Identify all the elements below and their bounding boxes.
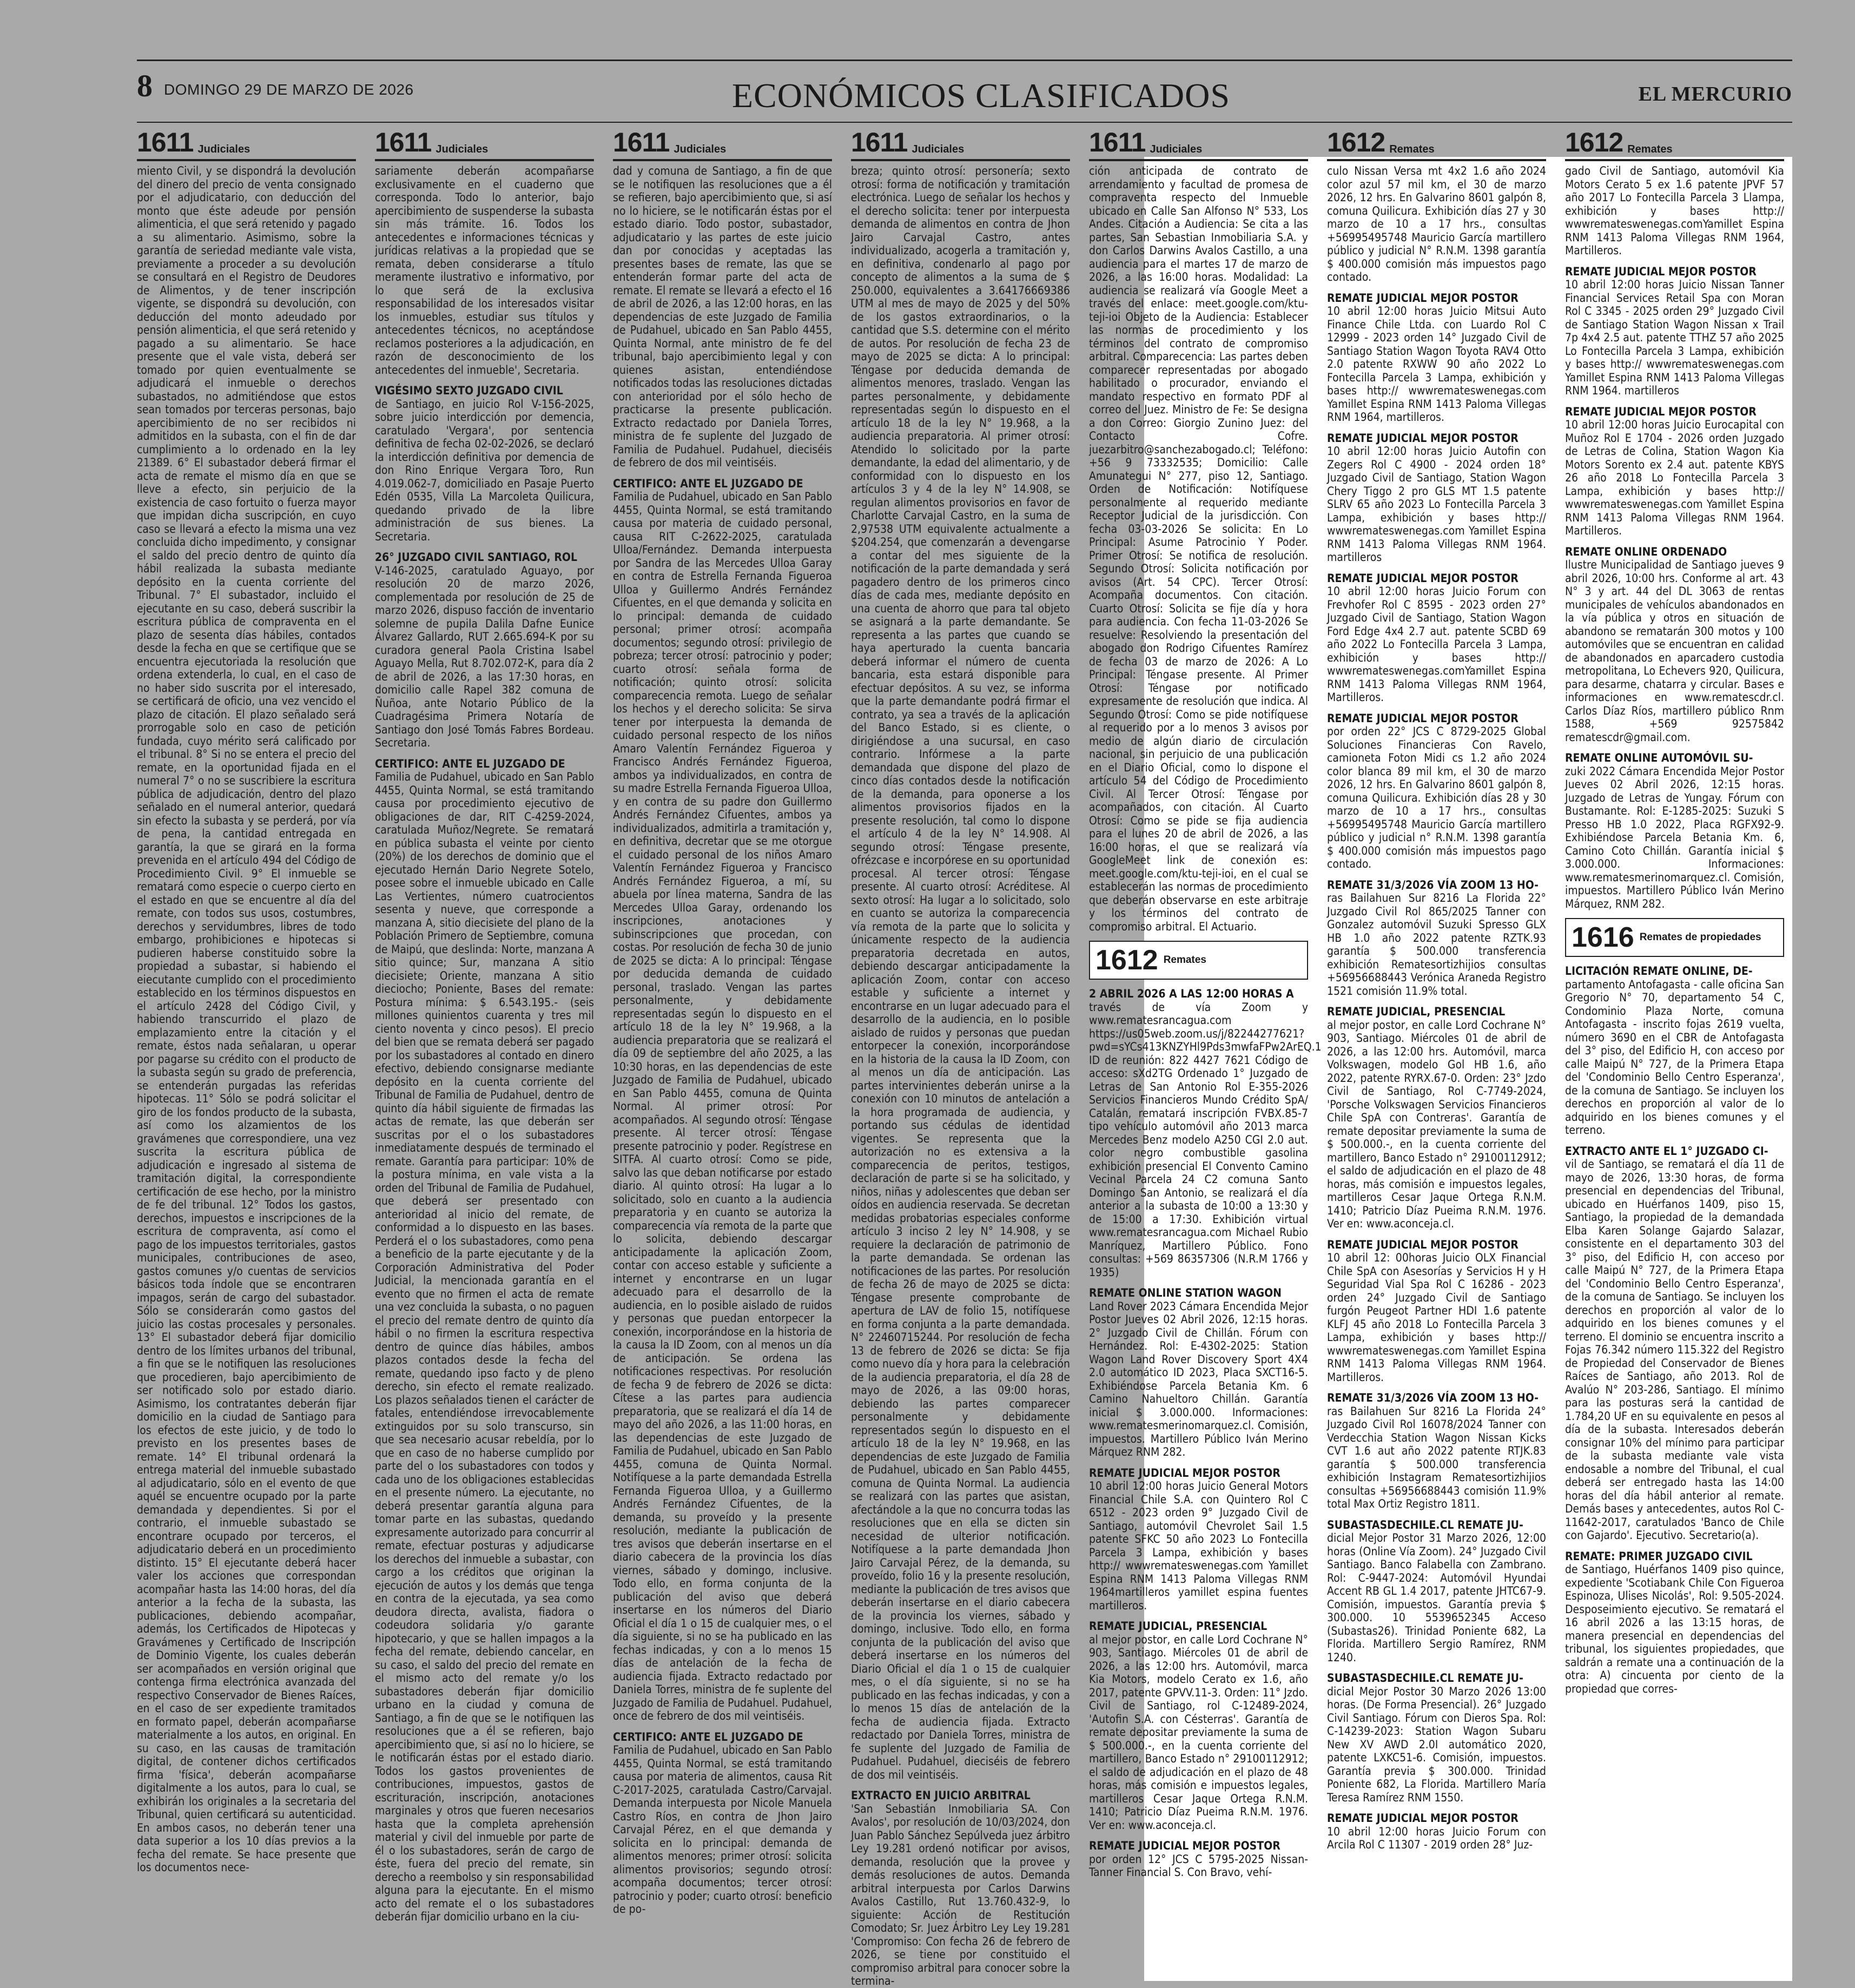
classified-ad bbox=[1327, 1812, 1546, 1852]
classified-ad bbox=[1089, 1286, 1308, 1459]
ad-text: por orden 22° JCS C 8729-2025 Global Soluciones Financieras Con Ravelo, camioneta Foton Midi cs 1.2 año 2024 color blanca 89 mil km, el 30 de marzo 2026, 12 hrs. En Galvarino 8601 galpón 8, comuna Quilicura. Exhibición días 28 y 30 marzo de 10 a 17 hrs., consultas +56995495748 Mauricio García martillero público y judicial n° R.N.M. 1398 garantía $ 400.000 comisión más impuestos pago contado. bbox=[1327, 725, 1546, 870]
ad-title: REMATE JUDICIAL MEJOR POSTOR bbox=[1327, 291, 1519, 305]
ad-title: REMATE JUDICIAL MEJOR POSTOR bbox=[1327, 711, 1519, 725]
ad-text: Familia de Pudahuel, ubicado en San Pablo 4455, Quinta Normal, se está tramitando causa por procedimiento ejecutivo de obligaciones de dar, RIT C-4259-2024, caratulada Muñoz/Negrete. Se rematará en pública subasta el veinte por ciento (20%) de los derechos de dominio que el ejecutado Hernán Dario Negrete Sotelo, posee sobre el inmueble ubicado en Calle Las Vertientes, número cuatrocientos sesenta y nueve, que corresponde a manzana A, sitio diecisiete del plano de la Población Primero de Septiembre, comuna de Maipú, que deslinda: Norte, manzana A sitio quince; Sur, manzana A sitio diecisiete; Oriente, manzana A sitio dieciocho; Poniente, Bases del remate: Postura mínima: $ 6.543.195.- (seis millones quinientos cuarenta y tres mil ciento noventa y cinco pesos). El precio del bien que se remata deberá ser pagado por los subastadores al contado en dinero efectivo, debiendo consignarse mediante depósito en la cuenta corriente del Tribunal de Familia de Pudahuel, dentro de quinto día hábil siguiente de firmadas las actas de remate, las que deberán ser suscritas por el o los subastadores inmediatamente después de terminado el remate. Garantía para participar: 10% de la postura mínima, en vale vista a la orden del Tribunal de Familia de Pudahuel, que deberá ser presentado con anterioridad al inicio del remate, de conformidad a lo dispuesto en las bases. Perderá el o los subastadores, como pena a beneficio de la parte ejecutante y de la Corporación Administrativa del Poder Judicial, la mencionada garantía en el evento que no firmen el acta de remate una vez concluida la subasta, o no paguen el precio del remate dentro de quinto día hábil o no firmen la escritura respectiva dentro de quince días hábiles, ambos plazos contados desde la fecha del remate, quedando ipso facto y de pleno derecho, sin efecto el remate realizado. Los plazos señalados tienen el carácter de fatales, entendiéndose irrevocablemente extinguidos por su solo transcurso, sin que sea necesario acusar rebeldía, por lo que en caso de no haberse cumplido por parte del o los subastadores con todos y cada uno de los obligaciones establecidas en el presente número. La ejecutante, no deberá presentar garantía alguna para tomar parte en las subastas, quedando expresamente autorizado para concurrir al remate, efectuar posturas y adjudicarse los derechos del inmueble a subastar, con cargo a los créditos que originan la ejecución de autos y los demás que tenga en contra de la ejecutada, ya sea como deudora directa, avalista, fiadora o codeudora solidaria y/o garante hipotecario, y que se hallen impagos a la fecha del remate, debiendo cancelar, en su caso, el saldo del precio del remate en el mismo acto del remate y/o los subastadores deberán fijar domicilio urbano en la ciudad y comuna de Santiago, a fin de que se le notifiquen las resoluciones que a él se refieren, bajo apercibimiento que, si así no lo hiciere, se le notificarán éstas por el estado diario. Todos los gastos provenientes de contribuciones, impuestos, gastos de escrituración, inscripción, anotaciones marginales y otros que fueren necesarios hasta que la completa aprehensión material y civil del inmueble por parte de él o los subastadores, serán de cargo de éste, fuera del precio del remate, sin derecho a reembolso y sin responsabilidad alguna para la ejecutante. En el mismo acto del remate el o los subastadores deberán fijar domicilio urbano en la ciu- bbox=[375, 770, 594, 1923]
ad-text: dad y comuna de Santiago, a fin de que se le notifiquen las resoluciones que a él se refieren, bajo apercibimiento que, si así no lo hiciere, se le notificarán éstas por el estado diario. Todo postor, subastador, adjudicatario y las partes de este juicio dan por conocidas y aceptadas las presentes bases de remate, las que se entenderán formar parte del acta de remate. El remate se llevará a efecto el 16 de abril de 2026, a las 12:00 horas, en las dependencias de este Juzgado de Familia de Pudahuel, ubicado en San Pablo 4455, Quinta Normal, ante ministro de fe del tribunal, bajo apercibimiento legal y con quienes asistan, entendiéndose notificados todas las resoluciones dictadas con anterioridad por el sólo hecho de practicarse la presente publicación. Extracto redactado por Daniela Torres, ministra de fe suplente del Juzgado de Familia de Pudahuel. Pudahuel, dieciséis de febrero de dos mil veintiséis. bbox=[613, 164, 832, 469]
classified-ad bbox=[1565, 164, 1784, 257]
ad-title: EXTRACTO EN JUICIO ARBITRAL bbox=[851, 1789, 1031, 1802]
category-code: 1611 bbox=[613, 127, 670, 157]
section-name: Remates bbox=[1163, 954, 1206, 966]
classified-ad bbox=[1565, 405, 1784, 538]
category-name: Judiciales bbox=[912, 143, 965, 155]
column-body bbox=[1565, 164, 1784, 1695]
ad-text: zuki 2022 Cámara Encendida Mejor Postor Jueves 02 Abril 2026, 12:15 horas. Juzgado de Letras de Yungay. Fórum con Bustamante. Rol: E-1285-2025: Suzuki S Presso HB 1.0 2022, Placa RGFX92-9. Exhibiéndose Parcela Betania Km. 6, Camino Coto Chillán. Garantía inicial $ 3.000.000. Informaciones: www.rematesmerinomarquez.cl. Comisión, impuestos. Martillero Público Iván Merino Márquez, RNM 282. bbox=[1565, 764, 1784, 910]
category-code: 1612 bbox=[1327, 127, 1385, 157]
section-title: ECONÓMICOS CLASIFICADOS bbox=[732, 76, 1230, 115]
classified-ad bbox=[1327, 1391, 1546, 1511]
ad-title: REMATE JUDICIAL, PRESENCIAL bbox=[1089, 1620, 1268, 1633]
classified-ad bbox=[1327, 164, 1546, 284]
ad-text: 10 abril 12:00 horas Juicio Forum con Frevhofer Rol C 8595 - 2023 orden 27° Juzgado Civil de Santiago, Station Wagon Ford Edge 4x4 2.7 aut. patente SCBD 69 año 2022 Lo Fontecilla Parcela 3 Lampa, exhibición y bases http:// wwwremateswenegas.comYamillet Espina RNM 1413 Paloma Villegas RNM 1964, Martilleros. bbox=[1327, 585, 1546, 704]
ad-title: VIGÉSIMO SEXTO JUZGADO CIVIL bbox=[375, 384, 563, 397]
ad-title: REMATE ONLINE STATION WAGON bbox=[1089, 1286, 1282, 1299]
ad-text: 10 abril 12:00 horas Juicio Eurocapital con Muñoz Rol E 1704 - 2026 orden Juzgado de Letras de Colina, Station Wagon Kia Motors Sorento ex 2.4 aut. patente KBYS 26 año 2018 Lo Fontecilla Parcela 3 Lampa, exhibición y bases http:// wwwremateswenegas.com Yamillet Espina RNM 1413 Paloma Villegas RNM 1964. Martilleros. bbox=[1565, 418, 1784, 537]
ad-text: culo Nissan Versa mt 4x2 1.6 año 2024 color azul 57 mil km, el 30 de marzo 2026, 12 hrs. En Galvarino 8601 galpón 8, comuna Quilicura. Exhibición días 27 y 30 marzo de 10 a 17 hrs., consultas +56995495748 Mauricio García martillero público y judicial N° R.N.M. 1398 garantía $ 400.000 comisión más impuestos pago contado. bbox=[1327, 164, 1546, 283]
ad-text: Land Rover 2023 Cámara Encendida Mejor Postor Jueves 02 Abril 2026, 12:15 horas. 2° Juzgado Civil de Chillán. Fórum con Hernández. Rol: E-4302-2025: Station Wagon Land Rover Discovery Sport 4X4 2.0 automático ID 2023, Placa SXCT16-5. Exhibiéndose Parcela Betania Km. 6 Camino Nahueltoro Chillán. Garantía inicial $ 3.000.000. Informaciones: www.rematesmerinomarquez.cl. Comisión, impuestos. Martillero Público Iván Merino Márquez RNM 282. bbox=[1089, 1299, 1308, 1458]
classified-ad bbox=[613, 1731, 832, 1916]
top-rule bbox=[137, 60, 1792, 61]
ad-title: REMATE JUDICIAL MEJOR POSTOR bbox=[1327, 571, 1519, 585]
classified-ad bbox=[1565, 265, 1784, 398]
ad-text: Familia de Pudahuel, ubicado en San Pablo 4455, Quinta Normal, se está tramitando causa por materia de cuidado personal, causa RIT C-2622-2025, caratulada Ulloa/Fernández. Demanda interpuesta por Sandra de las Mercedes Ulloa Garay en contra de Estrella Fernanda Figueroa Ulloa y Guillermo Andrés Fernández Cifuentes, en el que demanda y solicita en lo principal: demanda de cuidado personal; primer otrosí: acompaña documentos; segundo otrosí: privilegio de pobreza; tercer otrosí: patrocinio y poder; cuarto otrosí: señala forma de notificación; quinto otrosí: solicita comparecencia remota. Luego de señalar los hechos y el derecho solicita: Se sirva tener por interpuesta la demanda de cuidado personal respecto de los niños Amaro Valentín Fernández Figueroa y Francisco Andrés Fernández Figueroa, ambos ya individualizados, en contra de su madre Estrella Fernanda Figueroa Ulloa, y en contra de su padre don Guillermo Andrés Fernández Cifuentes, ambos ya individualizados, admitirla a tramitación y, en definitiva, decretar que se me otorgue el cuidado personal de los niños Amaro Valentín Fernández Figueroa y Francisco Andrés Fernández Figueroa, a mí, su abuela por línea materna, Sandra de las Mercedes Ulloa Garay, ordenando los inscripciones, anotaciones y subinscripciones que procedan, con costas. Por resolución de fecha 30 de junio de 2025 se dicta: A lo principal: Téngase por deducida demanda de cuidado personal, traslado. Vengan las partes personalmente, y debidamente representadas según lo dispuesto en el artículo 18 de la ley N° 19.968, a la audiencia preparatoria que se realizará el día 09 de septiembre del año 2025, a las 10:30 horas, en las dependencias de este Juzgado de Familia de Pudahuel, ubicado en San Pablo 4455, comuna de Quinta Normal. Al primer otrosí: Por acompañados. Al segundo otrosí: Téngase presente. Al tercer otrosí: Téngase presente patrocinio y poder. Regístrese en SITFA. Al cuarto otrosí: Como se pide, salvo las que deban notificarse por estado diario. Al quinto otrosí: Ha lugar a lo solicitado, solo en cuanto a la audiencia preparatoria y en cuanto se autoriza la comparecencia vía remota de la parte que lo solicita, debiendo descargar anticipadamente la aplicación Zoom, contar con acceso estable y suficiente a internet y encontrarse en un lugar adecuado para el desarrollo de la audiencia, en lo posible aislado de ruidos y personas que puedan entorpecer la conexión, incorporándose en la historia de la causa la ID Zoom, con al menos un día de anticipación. Se ordena las notificaciones respectivas. Por resolución de fecha 9 de febrero de 2026 se dicta: Cítese a las partes para audiencia preparatoria, que se realizará el día 14 de mayo del año 2026, a las 11:00 horas, en las dependencias de este Juzgado de Familia de Pudahuel, ubicado en San Pablo 4455, comuna de Quinta Normal. Notifíquese a la parte demandada Estrella Fernanda Figueroa Ulloa, y a Guillermo Andrés Fernández Cifuentes, de la demanda, su proveído y la presente resolución, mediante la publicación de tres avisos que deberán insertarse en el diario cabecera de la provincia los días viernes, sábado y domingo, inclusive. Todo ello, en forma conjunta de la publicación del aviso que deberá insertarse en los números del Diario Oficial el día 1 o 15 de cualquier mes, o el día siguiente, si no se ha publicado en las fechas indicadas, y con a lo menos 15 días de antelación de la fecha de audiencia fijada. Extracto redactado por Daniela Torres, ministra de fe suplente del Juzgado de Familia de Pudahuel. Pudahuel, once de febrero de dos mil veintiséis. bbox=[613, 490, 832, 1722]
classified-ad bbox=[1327, 572, 1546, 704]
classified-ad bbox=[613, 477, 832, 1723]
ad-text: V-146-2025, caratulado Aguayo, por resolución 20 de marzo 2026, complementada por resolución de 25 de marzo 2026, dispuso facción de inventario solemne de pupila Dalila Dafne Eunice Álvarez Gallardo, RUT 2.665.694-K por su curadora general Paola Cristina Isabel Aguayo Mella, Rut 8.702.072-K, para día 2 de abril de 2026, a las 17:30 horas, en domicilio calle Rapel 382 comuna de Ñuñoa, ante Notario Público de la Cuadragésima Primera Notaría de Santiago don José Tomás Fabres Bordeau. Secretaria. bbox=[375, 564, 594, 749]
column-body bbox=[613, 164, 832, 1916]
ad-text: por orden 12° JCS C 5795-2025 Nissan-Tanner Financial S. Con Bravo, vehí- bbox=[1089, 1852, 1308, 1879]
classified-ad bbox=[1089, 1839, 1308, 1879]
ad-text: breza; quinto otrosí: personería; sexto otrosí: forma de notificación y tramitación electrónica. Luego de señalar los hechos y el derecho solicita: tener por interpuesta demanda de alimentos en contra de Jhon Jairo Carvajal Castro, antes individualizado, acogerla a tramitación y, en definitiva, condenarlo al pago por concepto de alimentos a la suma de $ 250.000, equivalentes a 3.64176669386 UTM al mes de mayo de 2025 y del 50% de los gastos extraordinarios, o la cantidad que S.S. determine con el mérito de autos. Por resolución de fecha 23 de mayo de 2025 se dicta: A lo principal: Téngase por deducida demanda de alimentos menores, traslado. Vengan las partes personalmente, y debidamente representadas según lo dispuesto en el artículo 18 de la ley N° 19.968, a la audiencia preparatoria. Al primer otrosí: Atendido lo solicitado por la parte demandante, la edad del alimentario, y de conformidad con lo dispuesto en los artículos 3 y 4 de la ley N° 14.908, se regulan alimentos provisorios en favor de Charlotte Carvajal Castro, en la suma de 2,97538 UTM equivalente actualmente a $204.254, que comenzarán a devengarse a contar del mes siguiente de la notificación de la parte demandada y será pagadero dentro de los primeros cinco días de cada mes, mediante depósito en una cuenta de ahorro que para tal objeto se asignará a la parte demandante. Se representa a las partes que cuando se haya aperturado la cuenta bancaria deberá informar el número de cuenta bancaria, esta estará disponible para efectuar depósitos. A su vez, se informa que la parte demandante podrá firmar el contrato, ya sea a través de la aplicación del Banco Estado, si es cliente, o dirigiéndose a una sucursal, en caso contrario. Infórmese a la parte demandada que dispone del plazo de cinco días contados desde la notificación de la demanda, para oponerse a los alimentos provisorios fijados en la presente resolución, tal como lo dispone el artículo 4 de la ley N° 14.908. Al segundo otrosí: Téngase presente, ofrézcase e incorpórese en su oportunidad procesal. Al tercer otrosí: Téngase presente. Al cuarto otrosí: Acréditese. Al sexto otrosí: Ha lugar a lo solicitado, solo en cuanto se autoriza la comparecencia vía remota de la parte que lo solicita y únicamente respecto de la audiencia preparatoria decretada en autos, debiendo descargar anticipadamente la aplicación Zoom, contar con acceso estable y suficiente a internet y encontrarse en un lugar adecuado para el desarrollo de la audiencia, en lo posible aislado de ruidos y personas que puedan entorpecer la conexión, incorporándose en la historia de la causa la ID Zoom, con al menos un día de anticipación. Las partes intervinientes deberán unirse a la conexión con 10 minutos de antelación a la hora programada de audiencia, y portando sus cédulas de identidad vigentes. Se representa que la autorización no es extensiva a la comparecencia de peritos, testigos, declaración de parte si se ha solicitado, y niños, niñas y adolescentes que deban ser oídos en audiencia reservada. Se decretan medidas probatorias especiales conforme artículo 3 inciso 2 ley N° 14.908, y se requiere la declaración de patrimonio de la parte demandada. Se ordenan las notificaciones de las partes. Por resolución de fecha 26 de mayo de 2025 se dicta: Téngase presente comprobante de apertura de LAV de folio 15, notifíquese en forma conjunta a la parte demandada. N° 22460715244. Por resolución de fecha 13 de febrero de 2026 se dicta: Se fija como nuevo día y hora para la celebración de la audiencia preparatoria, el día 28 de mayo de 2026, a las 09:00 horas, debiendo las partes comparecer personalmente y debidamente representados según lo dispuesto en el artículo 18 de la ley N° 19.968, en las dependencias de este Juzgado de Familia de Pudahuel, ubicado en San Pablo 4455, comuna de Quinta Normal. La audiencia se realizará con las partes que asistan, afectándole a la que no concurra todas las resoluciones que en ella se dicten sin necesidad de ulterior notificación. Notifíquese a la parte demandada Jhon Jairo Carvajal Pérez, de la demanda, su proveído, folio 16 y la presente resolución, mediante la publicación de tres avisos que deberán insertarse en el diario cabecera de la provincia los viernes, sábado y domingo, inclusive. Todo ello, en forma conjunta de la publicación del aviso que deberá insertarse en los números del Diario Oficial el día 1 o 15 de cualquier mes, o el día siguiente, si no se ha publicado en las fechas indicadas, y con a lo menos 15 días de antelación de la fecha de audiencia fijada. Extracto redactado por Daniela Torres, ministra de fe suplente del Juzgado de Familia de Pudahuel. Pudahuel, dieciséis de febrero de dos mil veintiséis. bbox=[851, 164, 1070, 1781]
column-header bbox=[375, 124, 594, 161]
ad-text: 'San Sebastián Inmobiliaria SA. Con Avalos', por resolución de 10/03/2024, don Juan Pablo Sánchez Sepúlveda juez árbitro Ley 19.281 ordenó notificar por avisos, demanda, resolución que la provee y demás resoluciones de autos. Demanda arbitral interpuesta por Carlos Darwins Avalos Castillo, Rut 13.760.432-9, lo siguiente: Acción de Restitución Comodato; Sr. Juez Árbitro Ley Ley 19.281 'Compromiso: Con fecha 26 de febrero de 2026, se tiene por constituido el compromiso arbitral para conocer sobre la termina- bbox=[851, 1802, 1070, 1987]
ad-title: REMATE: PRIMER JUZGADO CIVIL bbox=[1565, 1549, 1753, 1563]
ad-title: REMATE JUDICIAL MEJOR POSTOR bbox=[1565, 265, 1757, 278]
classified-ad bbox=[137, 164, 356, 1874]
column-header bbox=[1089, 124, 1308, 161]
column-header bbox=[1327, 124, 1546, 161]
category-name: Remates bbox=[1627, 143, 1673, 155]
category-code: 1612 bbox=[1565, 127, 1623, 157]
ad-text: través de vía Zoom y www.rematesrancagua.com https://us05web.zoom.us/j/82244277621?pwd=sYCs413KNZYHl9Pds3mwfaFPw2ArEQ.1 ID de reunión: 822 4427 7621 Código de acceso: sXd2TG Ordenado 1° Juzgado de Letras de San Antonio Rol E-355-2026 Servicios Financieros Mundo Crédito SpA/ Catalán, rematará inscripción FVBX.85-7 tipo vehículo automóvil año 2013 marca Mercedes Benz modelo A250 CGI 2.0 aut. color negro combustible gasolina exhibición presencial El Convento Camino Vecinal Parcela 24 C2 comuna Santo Domingo San Antonio, se realizará el día anterior a la subasta de 10:00 a 13:30 y de 15:00 a 17:30. Exhibición virtual www.rematesrancagua.com Michael Rubio Manríquez, Martillero Público. Fono consultas: +569 86357306 (N.R.M 1766 y 1935) bbox=[1089, 1000, 1322, 1279]
ad-text: 10 abril 12:00 horas Juicio General Motors Financial Chile S.A. con Quintero Rol C 6512 - 2023 orden 9° Juzgado Civil de Santiago, automóvil Chevrolet Sail 1.5 patente SFKC 50 año 2023 Lo Fontecilla Parcela 3 Lampa, exhibición y bases http:// wwwremateswenegas.com Yamillet Espina RNM 1413 Paloma Villegas RNM 1964martilleros yamillet espina fuentes martilleros. bbox=[1089, 1480, 1308, 1612]
section-code: 1616 bbox=[1572, 922, 1634, 953]
ad-title: REMATE JUDICIAL MEJOR POSTOR bbox=[1327, 431, 1519, 445]
column-header bbox=[851, 124, 1070, 161]
section-label-box bbox=[1089, 941, 1308, 980]
category-name: Judiciales bbox=[1150, 143, 1203, 155]
ad-text: 10 abril 12:00 horas Juicio Forum con Arcila Rol C 11307 - 2019 orden 28° Juz- bbox=[1327, 1825, 1546, 1851]
section-code: 1612 bbox=[1095, 945, 1158, 976]
ad-text: al mejor postor, en calle Lord Cochrane N° 903, Santiago. Miércoles 01 de abril de 2026, a las 12:00 hrs. Automóvil, marca Kia Motors, modelo Cerato ex 1.6, año 2017, patente GPVV.11-3. Orden: 11° Jzdo. Civil de Santiago, rol C-12489-2024, 'Autofin S.A. con Césterras'. Garantía de remate depositar previamente la suma de $ 500.000.-, en la cuenta corriente del martillero, Banco Estado n° 29100112912; el saldo de adjudicación en el plazo de 48 horas, más comisión e impuestos legales, martilleros Cesar Jaque Ortega R.N.M. 1410; Patricio Díaz Pueima R.N.M. 1976. Ver en: www.aconceja.cl. bbox=[1089, 1633, 1308, 1832]
column-body bbox=[375, 164, 594, 1924]
ad-title: REMATE 31/3/2026 VÍA ZOOM 13 HO- bbox=[1327, 878, 1539, 891]
classified-ad bbox=[1327, 432, 1546, 564]
classified-ad bbox=[1327, 1518, 1546, 1665]
category-name: Remates bbox=[1389, 143, 1435, 155]
ad-text: ras Bailahuen Sur 8216 La Florida 24° Juzgado Civil Rol 16078/2024 Tanner con Verdecchia Station Wagon Nissan Kicks CVT 1.6 aut año 2022 patente RTJK.83 garantía $ 500.000 transferencia exhibición Instagram Rematesortizhijios consultas +56956688443 comisión 11.9% total Max Ortiz Registro 1811. bbox=[1327, 1404, 1546, 1510]
section-name: Remates de propiedades bbox=[1639, 932, 1761, 943]
ad-title: CERTIFICO: ANTE EL JUZGADO DE bbox=[613, 477, 803, 490]
classified-ad bbox=[1089, 1620, 1308, 1832]
column-7 bbox=[1565, 124, 1784, 1974]
ad-text: 10 abril 12:00 horas Juicio Autofin con Zegers Rol C 4900 - 2024 orden 18° Juzgado Civil de Santiago, Station Wagon Chery Tiggo 2 pro GLS MT 1.5 patente SLRV 65 año 2023 Lo Fontecilla Parcela 3 Lampa, exhibición y bases http:// wwwremateswenegas.com Yamillet Espina RNM 1413 Paloma Villegas RNM 1964. martilleros bbox=[1327, 445, 1546, 564]
column-body bbox=[1089, 164, 1322, 1879]
ad-title: SUBASTASDECHILE.CL REMATE JU- bbox=[1327, 1518, 1523, 1531]
ad-text: 10 abril 12: 00horas Juicio OLX Financial Chile SpA con Asesorías y Servicios H y H Seguridad Vial Spa Rol C 16286 - 2023 orden 24° Juzgado Civil de Santiago furgón Peugeot Partner HDI 1.6 patente KLFJ 45 año 2018 Lo Fontecilla Parcela 3 Lampa, exhibición y bases http:// wwwremateswenegas.com Yamillet Espina RNM 1413 Paloma Villegas RNM 1964. Martilleros. bbox=[1327, 1251, 1546, 1384]
column-body bbox=[137, 164, 356, 1874]
ad-title: CERTIFICO: ANTE EL JUZGADO DE bbox=[613, 1730, 803, 1743]
ad-text: 10 abril 12:00 horas Juicio Mitsui Auto Finance Chile Ltda. con Luardo Rol C 12999 - 2023 orden 14° Juzgado Civil de Santiago Station Wagon Toyota RAV4 Otto 2.0 patente RXWW 90 año 2022 Lo Fontecilla Parcela 3 Lampa, exhibición y bases http:// wwwremateswenegas.com Yamillet Espina RNM 1413 Paloma Villegas RNM 1964, martilleros. bbox=[1327, 305, 1546, 424]
column-3 bbox=[613, 124, 832, 1974]
newspaper-page bbox=[137, 0, 1792, 1987]
ad-text: partamento Antofagasta - calle oficina San Gregorio N° 70, departamento 54 C, Condominio Plaza Norte, comuna Antofagasta - inscrito fojas 2619 vuelta, número 3690 en el CBR de Antofagasta del 3° piso, del Edificio H, con acceso por calle Maipú N° 727, de la Primera Etapa del 'Condominio Bello Centro Esperanza', de la comuna de Santiago. Se incluyen los derechos en proporción al valor de lo adquirido en los bienes comunes y el terreno. bbox=[1565, 978, 1784, 1137]
ad-text: Familia de Pudahuel, ubicado en San Pablo 4455, Quinta Normal, se está tramitando causa por materia de alimentos, causa Rit C-2017-2025, caratulada Castro/Carvajal. Demanda interpuesta por Nicole Manuela Castro Ríos, en contra de Jhon Jairo Carvajal Pérez, en el que demanda y solicita en lo principal: demanda de alimentos menores; primer otrosí: solicita alimentos provisorios; segundo otrosí: acompaña documentos; tercer otrosí: patrocinio y poder; cuarto otrosí: beneficio de po- bbox=[613, 1743, 832, 1916]
ad-text: miento Civil, y se dispondrá la devolución del dinero del precio de venta consignado por el adjudicatario, con deducción del monto que éste adeude por pensión alimenticia, el que será retenido y pagado a su alimentario. Asimismo, sobre la garantía de seriedad mediante vale vista, previamente a proceder a su devolución se consultará en el Registro de Deudores de Alimentos, y de tener inscripción vigente, se dispondrá su devolución, con deducción del monto adeudado por pensión alimenticia, el que será retenido y pagado a su alimentario. Se hace presente que el vale vista, deberá ser tomado por quien eventualmente se adjudicará el inmueble o derechos subastados, no admitiéndose que estos sean tomados por terceras personas, bajo apercibimiento de no ser recibidos ni admitidos en la subasta, con el fin de dar cumplimiento a lo ordenado en la ley 21389. 6° El subastador deberá firmar el acta de remate el mismo día en que se lleve a efecto, sin perjuicio de la existencia de caso fortuito o fuerza mayor que impidan dicha suscripción, en cuyo caso se llevará a efecto la misma una vez concluida dicho impedimento, y consignar el saldo del precio dentro de quinto día hábil realizada la subasta mediante depósito en la cuenta corriente del Tribunal. 7° El subastador, incluido el ejecutante en su caso, deberá suscribir la escritura pública de compraventa en el plazo de sesenta días hábiles, contados desde la fecha en que se certifique que se encuentra ejecutoriada la resolución que ordena extenderla, lo cual, en el caso de no haber sido suscrita por el interesado, se certificará de oficio, una vez vencido el plazo de citación. El plazo señalado será prorrogable solo en caso de petición fundada, cuyo mérito será calificado por el tribunal. 8° Si no se entera el precio del remate, en la oportunidad fijada en el numeral 7° o no se suscribiere la escritura pública de adjudicación, dentro del plazo señalado en el numeral anterior, quedará sin efecto la subasta y se perderá, por vía de pena, la cantidad entregada en garantía, la que se girará en la forma prevenida en el artículo 494 del Código de Procedimiento Civil. 9° El inmueble se rematará como especie o cuerpo cierto en el estado en que se encuentre al día del remate, con todos sus usos, costumbres, derechos y servidumbres, libres de todo embargo, prohibiciones e hipotecas si pudieren haberse constituido sobre la propiedad a subastar, si habiendo el eiecutante cumplido con el procedimiento establecido en los términos dispuestos en el artículo 2428 del Código Civil, y habiendo transcurrido el plazo de emplazamiento entre la citación y el remate, éstos nada señalaran, u operar por pagarse su crédito con el producto de la subasta según su grado de preferencia, se entenderán purgadas las referidas hipotecas. 11° Sólo se podrá solicitar el giro de los fondos producto de la subasta, así como los alzamientos de los gravámenes que correspondiere, una vez suscrita la escritura pública de adjudicación e ingresado al sistema de tramitación digital, la correspondiente certificación de ese hecho, por la ministro de fe del tribunal. 12° Todos los gastos, derechos, impuestos e inscripciones de la escritura de compraventa, así como el pago de los impuestos territoriales, gastos municipales, contribuciones de aseo, gastos comunes y/o cuentas de servicios básicos toda índole que se encontraren impagos, serán de cargo del subastador. Sólo se considerarán como gastos del juicio las costas procesales y personales. 13° El subastador deberá fijar domicilio dentro de los límites urbanos del tribunal, a fin que se le notifiquen las resoluciones que procedieren, bajo apercibimiento de ser notificado solo por estado diario. Asimismo, los contratantes deberán fijar domicilio en la ciudad de Santiago para los efectos de este juicio, y de todo lo previsto en los presentes bases de remate. 14° El tribunal ordenará la entrega material del inmueble subastado al adjudicatario, sólo en el evento de que aquél se encuentre ocupado por la parte demandada y dependientes. Si por el contrario, el inmueble subastado se encontrare ocupado por terceros, el adjudicatario deberá en un procedimiento distinto. 15° El ejecutante deberá hacer valer los acciones que correspondan acompañar hasta las 14:00 horas, del día anterior a la fecha de la subasta, las publicaciones, debiendo acompañar, además, los Certificados de Hipotecas y Gravámenes y Certificado de Inscripción de Dominio Vigente, los cuales deberán ser acompañados en versión original que contenga firma electrónica avanzada del respectivo Conservador de Bienes Raíces, en el caso de ser expediente tramitados en formato papel, deberán acompañarse materialmente a los autos, en original. En su caso, en las causas de tramitación digital, de contener dichos certificados firma 'física', deberán acompañarse digitalmente a los autos, para lo cual, se exhibirán los originales a la secretaria del Tribunal, quien certificará su autenticidad. En ambos casos, no deberán tener una data superior a los 10 días previos a la fecha del remate. Se hace presente que los documentos nece- bbox=[137, 164, 356, 1874]
classified-ad bbox=[375, 757, 594, 1924]
ad-text: dicial Mejor Postor 30 Marzo 2026 13:00 horas. (De Forma Presencial). 26° Juzgado Civil Santiago. Fórum con Dieros Spa. Rol: C-14239-2023: Station Wagon Subaru New XV AWD 2.0I automático 2020, patente LXKC51-6. Comisión, impuestos. Garantía previa $ 300.000. Trinidad Poniente 682, La Florida. Martillero María Teresa Ramírez RNM 1550. bbox=[1327, 1685, 1546, 1804]
classified-ad bbox=[375, 384, 594, 543]
column-header bbox=[1565, 124, 1784, 161]
classified-ad bbox=[1327, 712, 1546, 871]
classified-ad bbox=[1327, 292, 1546, 424]
classified-ad bbox=[1089, 1467, 1308, 1613]
column-header bbox=[613, 124, 832, 161]
ad-title: REMATE ONLINE ORDENADO bbox=[1565, 545, 1727, 558]
category-code: 1611 bbox=[375, 127, 432, 157]
classified-ad bbox=[1327, 1238, 1546, 1384]
classified-ad bbox=[1565, 1550, 1784, 1696]
ad-title: 2 ABRIL 2026 A LAS 12:00 HORAS A bbox=[1089, 987, 1294, 1000]
ad-title: LICITACIÓN REMATE ONLINE, DE- bbox=[1565, 965, 1753, 978]
category-name: Judiciales bbox=[435, 143, 488, 155]
ad-text: al mejor postor, en calle Lord Cochrane N° 903, Santiago. Miércoles 01 de abril de 2026, a las 12:00 hrs. Automóvil, marca Volkswagen, modelo Gol HB 1.6, año 2022, patente RYRX.67-0. Orden: 23° Jzdo Civil de Santiago, Rol C-7749-2024, 'Porsche Volkswagen Servicios Financieros Chile SpA con Contreras'. Garantía de remate depositar previamente la suma de $ 500.000.-, en la cuenta corriente del martillero, Banco Estado n° 29100112912; el saldo de adjudicación en el plazo de 48 horas, más comisión e impuestos legales, martilleros Cesar Jaque Ortega R.N.M. 1410; Patricio Díaz Pueima R.N.M. 1976. Ver en: www.aconceja.cl. bbox=[1327, 1018, 1546, 1230]
classified-ad bbox=[375, 164, 594, 377]
column-6 bbox=[1327, 124, 1546, 1974]
ad-text: ras Bailahuen Sur 8216 La Florida 22° Juzgado Civil Rol 865/2025 Tanner con Gonzalez automóvil Suzuki Spresso GLX HB 1.0 año 2022 patente RZTK.93 garantía $ 500.000 transferencia exhibición Rematesortizhijios consultas +56956688443 Verónica Araneda Registro 1521 comisión 11.9% total. bbox=[1327, 891, 1546, 998]
classified-ad bbox=[1565, 751, 1784, 910]
classified-ad bbox=[1327, 1672, 1546, 1804]
column-body bbox=[851, 164, 1070, 1988]
column-body bbox=[1327, 164, 1546, 1852]
ad-text: vil de Santiago, se rematará el día 11 de mayo de 2026, 13:30 horas, de forma presencial en dependencias del Tribunal, ubicado en Huérfanos 1409, piso 15, Santiago, la propiedad de la demandada Elba Karen Solange Gajardo Salazar, consistente en el departamento 303 del 3° piso, del Edificio H, con acceso por calle Maipú N° 727, de la Primera Etapa del 'Condominio Bello Centro Esperanza', de la comuna de Santiago. Se incluyen los derechos en proporción al valor de lo adquirido en los bienes comunes y el terreno. El dominio se encuentra inscrito a Fojas 76.342 número 115.322 del Registro de Propiedad del Conservador de Bienes Raíces de Santiago, año 2013. Rol de Avalúo N° 203-286, Santiago. El mínimo para las posturas será la cantidad de 1.784,20 UF en su equivalente en pesos al día de la subasta. Interesados deberán consignar 10% del mínimo para participar de la subasta mediante vale vista endosable a nombre del Tribunal, el cual deberá ser entregado hasta las 14:00 horas del día hábil anterior al remate. Demás bases y antecedentes, autos Rol C-11642-2017, caratulados 'Banco de Chile con Gajardo'. Ejecutivo. Secretario(a). bbox=[1565, 1158, 1784, 1542]
issue-date: DOMINGO 29 DE MARZO DE 2026 bbox=[164, 81, 414, 98]
ad-title: 26° JUZGADO CIVIL SANTIAGO, ROL bbox=[375, 551, 578, 564]
classified-ad bbox=[1089, 987, 1322, 1279]
classified-ad bbox=[1565, 1145, 1784, 1542]
classified-ad bbox=[851, 1789, 1070, 1988]
section-label-box bbox=[1565, 918, 1784, 957]
ad-text: Ilustre Municipalidad de Santiago jueves 9 abril 2026, 10:00 hrs. Conforme al art. 43 N° 3 y art. 44 del DL 3063 de rentas municipales de vehículos abandonados en la vía pública y otros en situación de abandono se rematarán 300 motos y 100 automóviles que se encuentran en calidad de abandonados en aparcadero custodia metropolitana, Lo Echevers 920, Quilicura, para desarme, chatarra y circular. Bases e informaciones en www.rematescdr.cl. Carlos Díaz Ríos, martillero público Rnm 1588, +569 92575842 rematescdr@gmail.com. bbox=[1565, 558, 1784, 744]
category-code: 1611 bbox=[1089, 127, 1146, 157]
ad-title: REMATE 31/3/2026 VÍA ZOOM 13 HO- bbox=[1327, 1391, 1539, 1404]
classified-ad bbox=[375, 551, 594, 750]
ad-text: sariamente deberán acompañarse exclusivamente en el cuaderno que corresponda. Todo lo anterior, bajo apercibimiento de suspenderse la subasta sin más trámite. 16. Todos los antecedentes e informaciones técnicas y jurídicas relativas a la propiedad que se remata, deben considerarse a título meramente ilustrativo e informativo, por lo que será de la exclusiva responsabilidad de los interesados visitar los inmuebles, estudiar sus títulos y antecedentes técnicos, no aceptándose reclamos posteriores a la adjudicación, en razón de desconocimiento de los antecedentes del inmueble', Secretaria. bbox=[375, 164, 594, 377]
ad-title: REMATE JUDICIAL MEJOR POSTOR bbox=[1089, 1466, 1280, 1480]
newspaper-brand: EL MERCURIO bbox=[1638, 83, 1792, 105]
ad-title: REMATE JUDICIAL, PRESENCIAL bbox=[1327, 1005, 1506, 1018]
ad-title: REMATE JUDICIAL MEJOR POSTOR bbox=[1327, 1812, 1519, 1825]
category-code: 1611 bbox=[137, 127, 194, 157]
classified-ad bbox=[613, 164, 832, 470]
page-number: 8 bbox=[137, 68, 153, 103]
ad-text: gado Civil de Santiago, automóvil Kia Motors Cerato 5 ex 1.6 patente JPVF 57 año 2017 Lo Fontecilla Parcela 3 Llampa, exhibición y bases http:// wwwremateswenegas.comYamillet Espina RNM 1413 Paloma Villegas RNM 1964, Martilleros. bbox=[1565, 164, 1784, 257]
category-name: Judiciales bbox=[674, 143, 727, 155]
ad-text: dicial Mejor Postor 31 Marzo 2026, 12:00 horas (Online Vía Zoom). 24° Juzgado Civil Santiago. Banco Falabella con Zambrano. Rol: C-9447-2024: Automóvil Hyundai Accent RB GL 1.4 2017, patente JHTC67-9. Comisión, impuestos. Garantía previa $ 300.000. 10 5539652345 Acceso (Subastas26). Trinidad Poniente 682, La Florida. Martillero Sergio Ramírez, RNM 1240. bbox=[1327, 1531, 1546, 1664]
classified-ad bbox=[1327, 1005, 1546, 1231]
category-code: 1611 bbox=[851, 127, 908, 157]
column-4 bbox=[851, 124, 1070, 1987]
column-5 bbox=[1089, 124, 1322, 1974]
ad-title: SUBASTASDECHILE.CL REMATE JU- bbox=[1327, 1672, 1523, 1685]
classified-ad bbox=[1565, 545, 1784, 744]
ad-title: EXTRACTO ANTE EL 1° JUZGADO CI- bbox=[1565, 1144, 1768, 1158]
classified-ad bbox=[1089, 164, 1308, 933]
classified-ad bbox=[1327, 879, 1546, 998]
ad-text: de Santiago, en juicio Rol V-156-2025, sobre juicio interdicción por demencia, caratulado 'Vergara', por sentencia definitiva de fecha 02-02-2026, se declaró la interdicción definitiva por demencia de don Rino Enrique Vergara Toro, Run 4.019.062-7, domiciliado en Pasaje Puerto Edén 0535, Villa La Marcoleta Quilicura, quedando privado de la libre administración de sus bienes. La Secretaria. bbox=[375, 397, 594, 543]
category-name: Judiciales bbox=[197, 143, 250, 155]
ad-text: 10 abril 12:00 horas Juicio Nissan Tanner Financial Services Retail Spa con Moran Rol C 3345 - 2025 orden 29° Juzgado Civil de Santiago Station Wagon Nissan x Trail 7p 4x4 2.5 aut. patente TTHZ 57 año 2025 Lo Fontecilla Parcela 3 Lampa, exhibición y bases http:// wwwremateswenegas.com Yamillet Espina RNM 1413 Paloma Villegas RNM 1964. martilleros bbox=[1565, 278, 1784, 397]
column-2 bbox=[375, 124, 594, 1974]
ad-text: de Santiago, Huérfanos 1409 piso quince, expediente 'Scotiabank Chile Con Figueroa Espinoza, Ulises Nicolás', Rol: 9.505-2024. Desposeimiento ejecutivo. Se rematará el 16 abril 2026 a las 13:15 horas, de manera presencial en dependencias del tribunal, los siguientes propiedades, que saldrán a remate una a continuación de la otra: A) cincuenta por ciento de la propiedad que corres- bbox=[1565, 1563, 1784, 1695]
header-rule bbox=[137, 122, 1792, 123]
ad-title: REMATE JUDICIAL MEJOR POSTOR bbox=[1565, 405, 1757, 418]
ad-title: REMATE ONLINE AUTOMÓVIL SU- bbox=[1565, 751, 1753, 764]
ad-text: ción anticipada de contrato de arrendamiento y facultad de promesa de compraventa respecto del Inmueble ubicado en Calle San Alfonso N° 533, Los Andes. Citación a Audiencia: Se cita a las partes, San Sebastian Inmobiliaria S.A. y don Carlos Darwins Avalos Castillo, a una audiencia para el martes 17 de marzo de 2026, a las 16:00 horas. Modalidad: La audiencia se realizará vía Google Meet a través del enlace: meet.google.com/ktu-teji-ioi Objeto de la Audiencia: Establecer las normas de procedimiento y los términos del contrato de compromiso arbitral. Comparecencia: Las partes deben comparecer representadas por abogado habilitado o procurador, enviando el mandato respectivo en formato PDF al correo del Juez. Ministro de Fe: Se designa a don Correo: Giorgio Zunino Juez: del Contacto Cofre. juezarbitro@sanchezabogado.cl; Teléfono: +56 9 73332535; Domicilio: Calle Amunategui N° 277, piso 12, Santiago. Orden de Notificación: Notifíquese personalmente al requerido mediante Receptor Judicial de la jurisdicción. Con fecha 03-03-2026 Se solicita: En Lo Principal: Asume Patrocinio Y Poder. Primer Otrosí: Se notifica de resolución. Segundo Otrosí: Solicita notificación por avisos (Art. 54 CPC). Tercer Otrosí: Acompaña documentos. Con citación. Cuarto Otrosí: Solicita se fije día y hora para audiencia. Con fecha 11-03-2026 Se resuelve: Resolviendo la presentación del abogado don Rodrigo Cifuentes Ramírez de fecha 03 de marzo de 2026: A Lo Principal: Téngase presente. Al Primer Otrosí: Téngase por notificado expresamente de resolución que indica. Al Segundo Otrosí: Como se pide notifíquese al requerido por a lo menos 3 avisos por medio de algún diario de circulación nacional, sin perjuicio de una publicación en el Diario Oficial, como lo dispone el artículo 54 del Código de Procedimiento Civil. Al Tercer Otrosí: Téngase por acompañados, con citación. Al Cuarto Otrosí: Como se pide se fija audiencia para el lunes 20 de abril de 2026, a las 16:00 horas, el que se realizará vía GoogleMeet link de conexión es: meet.google.com/ktu-teji-ioi, en el cual se establecerán las normas de procedimiento que deberán observarse en este arbitraje y los términos del contrato de compromiso arbitral. El Actuario. bbox=[1089, 164, 1308, 933]
ad-title: CERTIFICO: ANTE EL JUZGADO DE bbox=[375, 757, 565, 770]
ad-title: REMATE JUDICIAL MEJOR POSTOR bbox=[1327, 1238, 1519, 1251]
column-1 bbox=[137, 124, 356, 1974]
classified-ad bbox=[1565, 965, 1784, 1137]
column-header bbox=[137, 124, 356, 161]
classified-ad bbox=[851, 164, 1070, 1781]
ad-title: REMATE JUDICIAL MEJOR POSTOR bbox=[1089, 1839, 1280, 1852]
